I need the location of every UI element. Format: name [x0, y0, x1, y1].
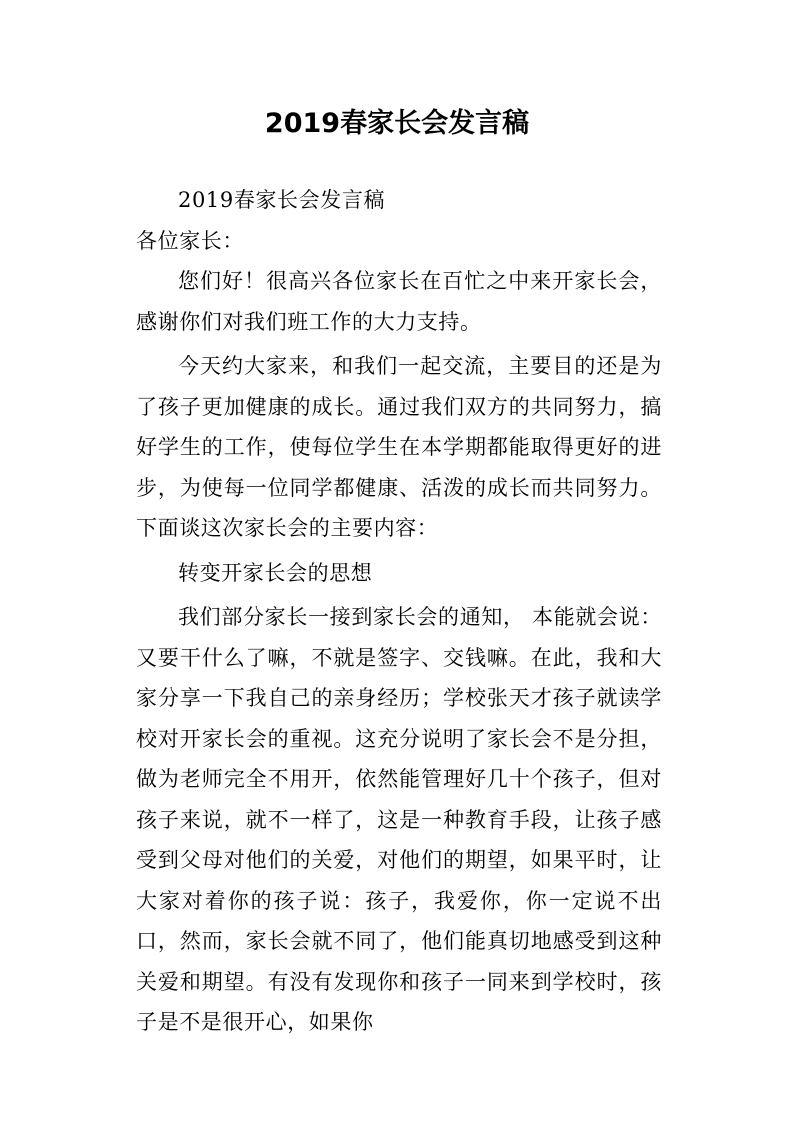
paragraph-mindset-body: 我们部分家长一接到家长会的通知， 本能就会说：又要干什么了嘛，不就是签字、交钱嘛。在此，我和大家分享一下我自己的亲身经历；学校张天才孩子就读学校对开家长会的重视。这充分说明了家长会不是分担，做为老师完全不用开，依然能管理好几十个孩子，但对孩子来说，就不一样了，这是一种教育手段，让孩子感受到父母对他们的关爱，对他们的期望，如果平时，让大家对着你的孩子说：孩子，我爱你，你一定说不出口，然而，家长会就不同了，他们能真切地感受到这种关爱和期望。有没有发现你和孩子一同来到学校时，孩子是不是很开心，如果你	[136, 605, 662, 1034]
paragraph-subtitle: 2019春家长会发言稿	[178, 188, 386, 212]
document-title: 2019春家长会发言稿	[264, 108, 530, 139]
paragraph-salutation: 各位家长：	[136, 228, 244, 253]
paragraph-heading-mindset: 转变开家长会的思想	[178, 560, 373, 585]
paragraph-greeting: 您们好！很高兴各位家长在百忙之中来开家长会，感谢你们对我们班工作的大力支持。	[136, 269, 662, 334]
document-body	[136, 180, 662, 1043]
paragraph-purpose: 今天约大家来，和我们一起交流，主要目的还是为了孩子更加健康的成长。通过我们双方的共同努力，搞好学生的工作，使每位学生在本学期都能取得更好的进步，为使每一位同学都健康、活泼的成长而共同努力。下面谈这次家长会的主要内容：	[136, 354, 662, 540]
